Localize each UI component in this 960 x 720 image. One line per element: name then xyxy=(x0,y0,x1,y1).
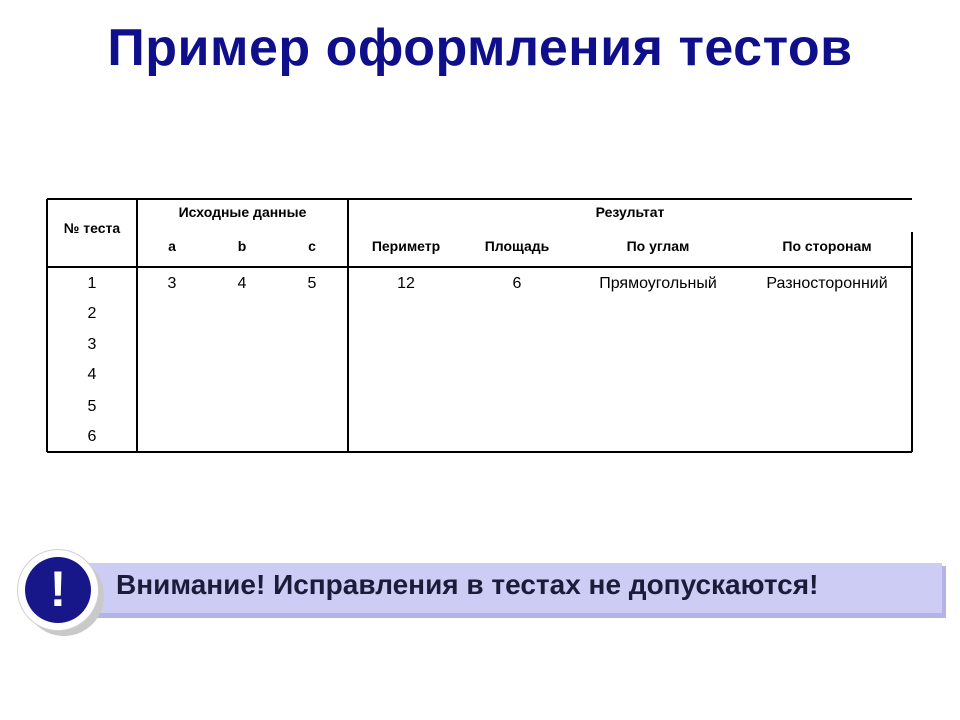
table-row-6-no: 6 xyxy=(87,428,97,445)
table-row-4-no: 4 xyxy=(87,366,97,383)
page-title: Пример оформления тестов xyxy=(107,19,853,77)
table-row-3-no: 3 xyxy=(87,336,97,353)
header-result: Результат xyxy=(595,204,665,220)
exclamation-icon: ! xyxy=(25,557,91,623)
header-input-data: Исходные данные xyxy=(178,204,307,220)
table-row-2-no: 2 xyxy=(87,305,97,322)
table-row-1-a: 3 xyxy=(167,275,177,292)
table-row-1-c: 5 xyxy=(307,275,317,292)
header-b: b xyxy=(237,238,247,254)
table-row-1-by-sides: Разносторонний xyxy=(766,275,888,292)
table-row-1-perimeter: 12 xyxy=(397,275,415,292)
table-row-5-no: 5 xyxy=(87,398,97,415)
header-by-angles: По углам xyxy=(626,238,690,254)
header-test-number: № теста xyxy=(63,220,121,236)
table-row-1-b: 4 xyxy=(237,275,247,292)
table-row-1-by-angles: Прямоугольный xyxy=(599,275,717,292)
header-perimeter: Периметр xyxy=(371,238,441,254)
table-row-1-area: 6 xyxy=(512,275,522,292)
notice-text: Внимание! Исправления в тестах не допускаются! xyxy=(116,569,819,600)
header-a: a xyxy=(168,238,176,254)
header-c: c xyxy=(308,238,316,254)
table-row-1-no: 1 xyxy=(87,275,97,292)
header-area: Площадь xyxy=(484,238,550,254)
header-by-sides: По сторонам xyxy=(782,238,872,254)
